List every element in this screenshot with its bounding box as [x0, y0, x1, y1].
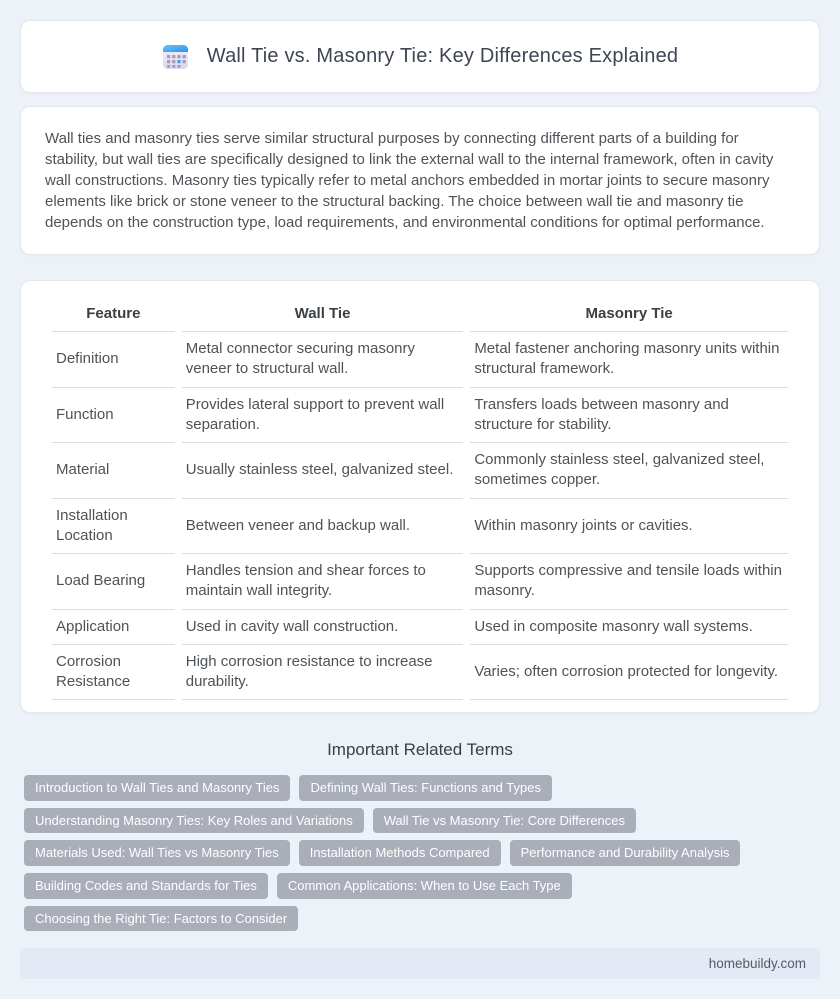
footer-site-name: homebuildy.com — [708, 956, 806, 972]
feature-cell: Installation Location — [52, 499, 175, 555]
table-row — [52, 645, 788, 701]
related-terms-list — [20, 775, 820, 931]
wall-tie-cell: Provides lateral support to prevent wall separation. — [182, 388, 464, 444]
column-header-feature: Feature — [52, 297, 175, 332]
table-row — [52, 443, 788, 499]
masonry-tie-cell: Metal fastener anchoring masonry units within structural framework. — [470, 332, 788, 388]
intro-card — [20, 106, 820, 255]
feature-cell: Definition — [52, 332, 175, 388]
feature-cell: Material — [52, 443, 175, 499]
masonry-tie-cell: Varies; often corrosion protected for longevity. — [470, 645, 788, 701]
related-term-tag[interactable]: Common Applications: When to Use Each Type — [277, 873, 572, 899]
feature-cell: Corrosion Resistance — [52, 645, 175, 701]
comparison-table — [45, 297, 795, 700]
table-row — [52, 332, 788, 388]
masonry-tie-cell: Supports compressive and tensile loads within masonry. — [470, 554, 788, 610]
footer-bar — [20, 948, 820, 979]
calendar-icon — [162, 43, 189, 70]
table-row — [52, 499, 788, 555]
wall-tie-cell: Between veneer and backup wall. — [182, 499, 464, 555]
wall-tie-cell: Handles tension and shear forces to maintain wall integrity. — [182, 554, 464, 610]
related-term-tag[interactable]: Defining Wall Ties: Functions and Types — [299, 775, 552, 801]
masonry-tie-cell: Used in composite masonry wall systems. — [470, 610, 788, 645]
wall-tie-cell: Metal connector securing masonry veneer to structural wall. — [182, 332, 464, 388]
column-header-masonry-tie: Masonry Tie — [470, 297, 788, 332]
comparison-table-card — [20, 280, 820, 713]
related-term-tag[interactable]: Wall Tie vs Masonry Tie: Core Differences — [373, 808, 636, 834]
table-header-row — [52, 297, 788, 332]
header-card — [20, 20, 820, 93]
table-row — [52, 388, 788, 444]
table-row — [52, 610, 788, 645]
related-term-tag[interactable]: Choosing the Right Tie: Factors to Consider — [24, 906, 298, 932]
related-term-tag[interactable]: Materials Used: Wall Ties vs Masonry Ties — [24, 840, 290, 866]
feature-cell: Load Bearing — [52, 554, 175, 610]
table-row — [52, 554, 788, 610]
feature-cell: Function — [52, 388, 175, 444]
masonry-tie-cell: Transfers loads between masonry and structure for stability. — [470, 388, 788, 444]
column-header-wall-tie: Wall Tie — [182, 297, 464, 332]
wall-tie-cell: Used in cavity wall construction. — [182, 610, 464, 645]
related-terms-heading: Important Related Terms — [327, 740, 513, 760]
masonry-tie-cell: Within masonry joints or cavities. — [470, 499, 788, 555]
wall-tie-cell: Usually stainless steel, galvanized steel. — [182, 443, 464, 499]
feature-cell: Application — [52, 610, 175, 645]
masonry-tie-cell: Commonly stainless steel, galvanized steel, sometimes copper. — [470, 443, 788, 499]
page-title: Wall Tie vs. Masonry Tie: Key Differences Explained — [206, 45, 679, 67]
related-term-tag[interactable]: Introduction to Wall Ties and Masonry Ties — [24, 775, 290, 801]
wall-tie-cell: High corrosion resistance to increase durability. — [182, 645, 464, 701]
related-term-tag[interactable]: Performance and Durability Analysis — [510, 840, 741, 866]
related-term-tag[interactable]: Installation Methods Compared — [299, 840, 501, 866]
related-term-tag[interactable]: Building Codes and Standards for Ties — [24, 873, 268, 899]
intro-paragraph: Wall ties and masonry ties serve similar structural purposes by connecting different parts of a building for stability, but wall ties are specifically designed to link the external wall to the internal framework, often in cavity wall constructions. Masonry ties typically refer to metal anchors embedded in mortar joints to secure masonry elements like brick or stone veneer to the structural backing. The choice between wall tie and masonry tie depends on the construction type, load requirements, and environmental conditions for optimal performance. — [45, 130, 774, 231]
related-term-tag[interactable]: Understanding Masonry Ties: Key Roles and Variations — [24, 808, 364, 834]
